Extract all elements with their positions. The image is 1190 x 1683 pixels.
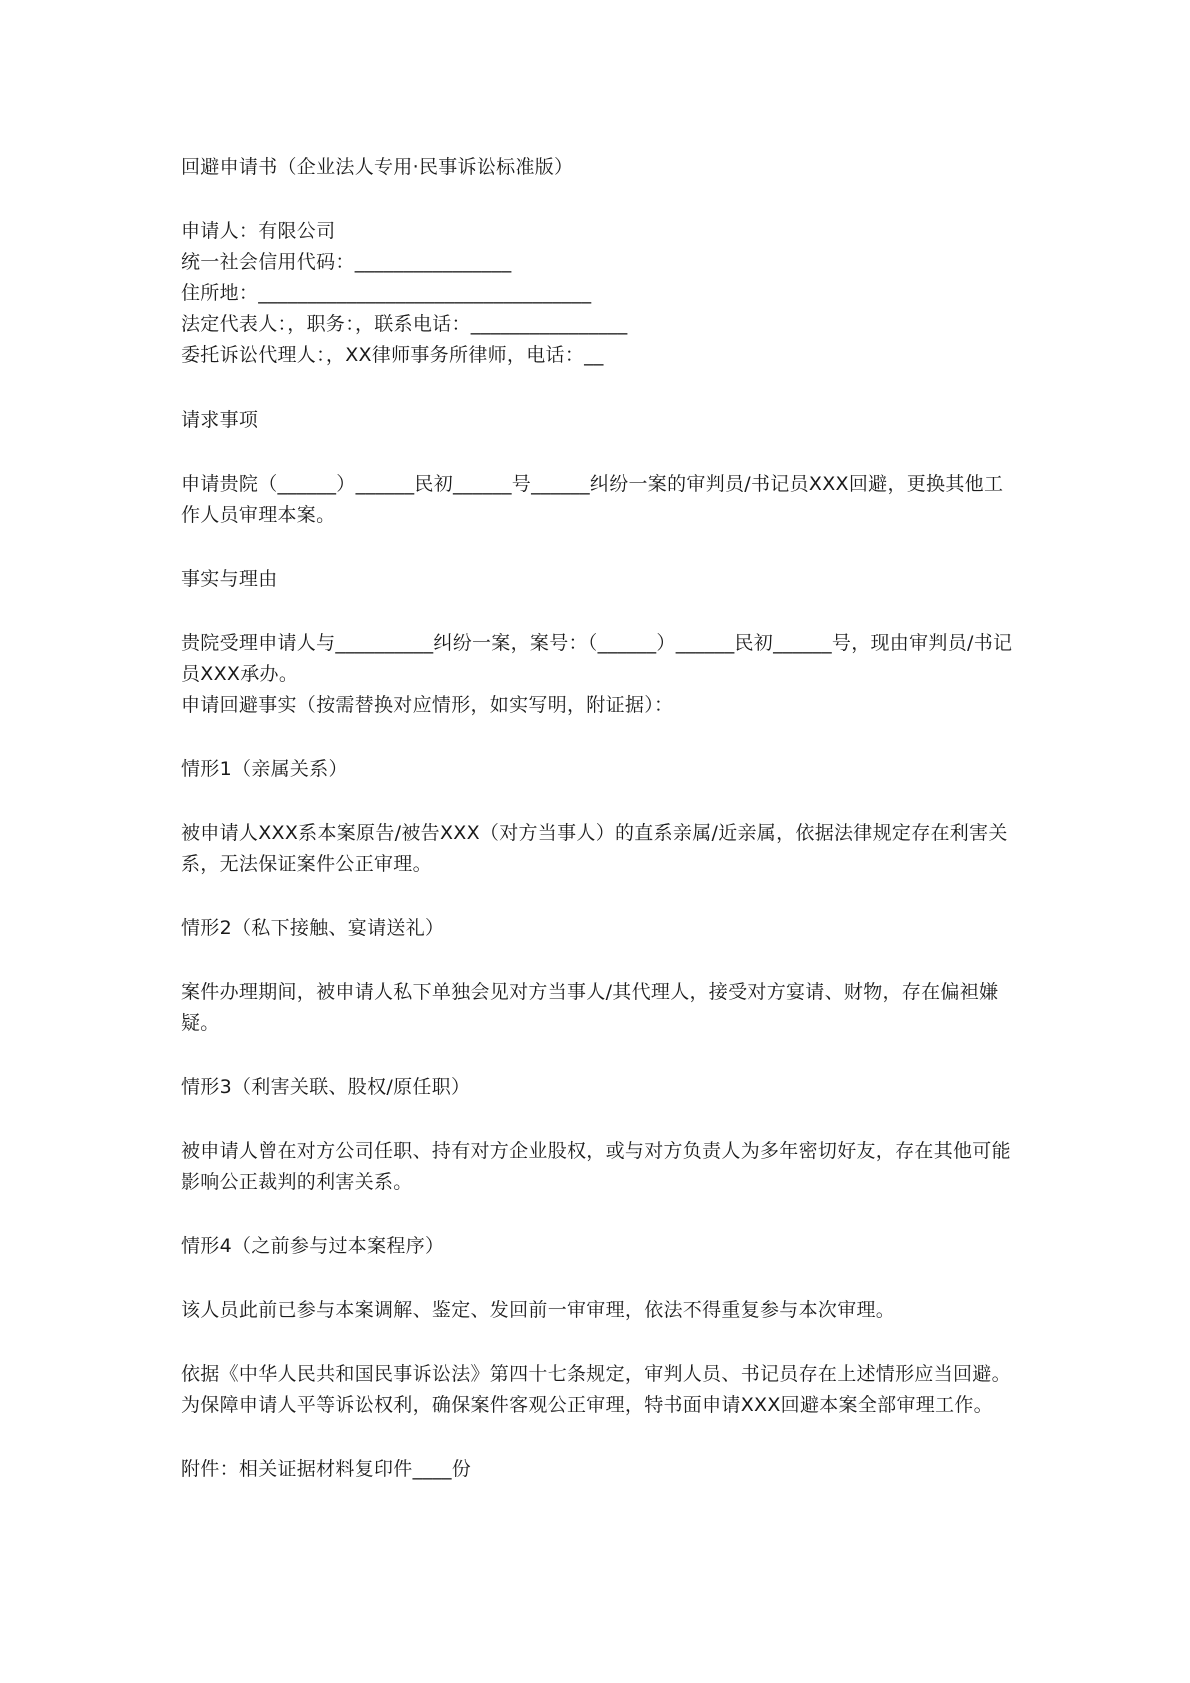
applicant-line: 申请人：有限公司 <box>181 220 336 242</box>
case-4-body: 该人员此前已参与本案调解、鉴定、发回前一审审理，依法不得重复参与本次审理。 <box>181 1299 896 1321</box>
document-title: 回避申请书（企业法人专用·民事诉讼标准版） <box>181 156 574 178</box>
facts-paragraph-1: 贵院受理申请人与__________纠纷一案，案号：（______）______民初______号，现由审判员/书记员XXX承办。 <box>181 632 1013 685</box>
agent-line: 委托诉讼代理人：，XX律师事务所律师，电话：__ <box>181 344 604 366</box>
address-line: 住所地：__________________________________ <box>181 282 592 304</box>
case-2-heading: 情形2（私下接触、宴请送礼） <box>181 917 445 939</box>
case-3-body: 被申请人曾在对方公司任职、持有对方企业股权，或与对方负责人为多年密切好友，存在其他可能影响公正裁判的利害关系。 <box>181 1140 1011 1193</box>
facts-paragraph-2: 申请回避事实（按需替换对应情形，如实写明，附证据）： <box>181 694 674 716</box>
requests-heading: 请求事项 <box>181 409 259 431</box>
case-4-heading: 情形4（之前参与过本案程序） <box>181 1235 445 1257</box>
case-1-heading: 情形1（亲属关系） <box>181 758 348 780</box>
requests-body: 申请贵院（______）______民初______号______纠纷一案的审判员/书记员XXX回避，更换其他工作人员审理本案。 <box>181 473 1004 526</box>
credit-code-line: 统一社会信用代码：________________ <box>181 251 512 273</box>
legal-basis-paragraph: 依据《中华人民共和国民事诉讼法》第四十七条规定，审判人员、书记员存在上述情形应当回避。为保障申请人平等诉讼权利，确保案件客观公正审理，特书面申请XXX回避本案全部审理工作。 <box>181 1363 1011 1416</box>
legal-rep-line: 法定代表人：，职务：，联系电话：________________ <box>181 313 628 335</box>
case-1-body: 被申请人XXX系本案原告/被告XXX（对方当事人）的直系亲属/近亲属，依据法律规定存在利害关系，无法保证案件公正审理。 <box>181 822 1008 875</box>
document-body <box>181 152 1017 1485</box>
case-2-body: 案件办理期间，被申请人私下单独会见对方当事人/其代理人，接受对方宴请、财物，存在偏袒嫌疑。 <box>181 981 999 1034</box>
attachment-line: 附件：相关证据材料复印件____份 <box>181 1458 472 1480</box>
facts-heading: 事实与理由 <box>181 568 278 590</box>
case-3-heading: 情形3（利害关联、股权/原任职） <box>181 1076 471 1098</box>
